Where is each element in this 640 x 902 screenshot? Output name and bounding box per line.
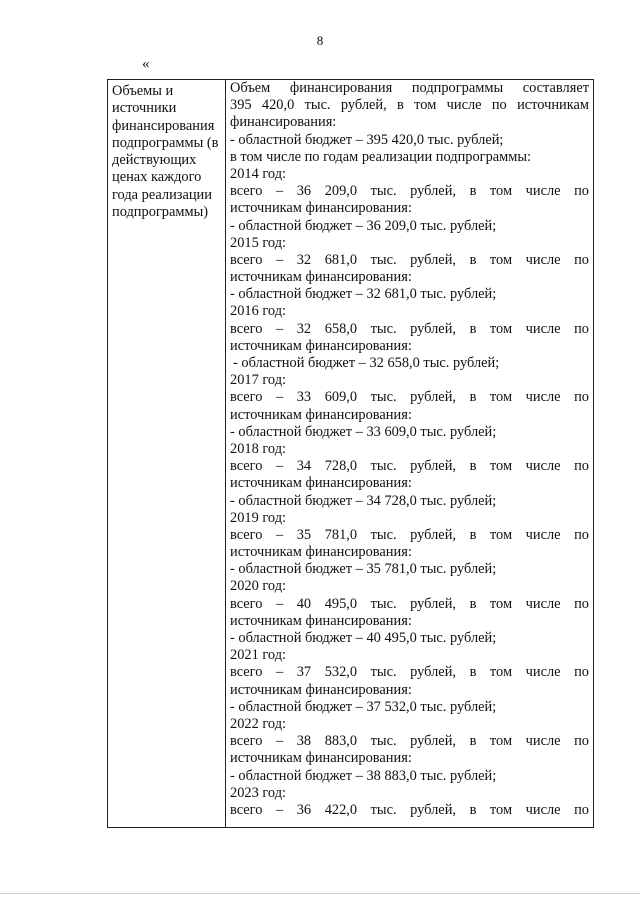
funding-line: источникам финансирования:: [230, 475, 412, 492]
funding-line: 2016 год:: [230, 303, 287, 320]
table-row: [108, 80, 594, 828]
funding-label-text: Объемы и источники финансирования подпрограммы (в действующих ценах каждого года реализации подпрограммы): [112, 83, 219, 221]
funding-line: источникам финансирования:: [230, 406, 412, 423]
funding-line: 2017 год:: [230, 372, 287, 389]
funding-line: - областной бюджет – 34 728,0 тыс. рублей;: [230, 492, 497, 509]
funding-line: источникам финансирования:: [230, 269, 412, 286]
page-number: 8: [316, 33, 324, 48]
funding-line: всего – 37 532,0 тыс. рублей, в том числе по: [230, 664, 589, 681]
funding-line: всего – 35 781,0 тыс. рублей, в том числе по: [230, 526, 589, 543]
funding-line: - областной бюджет – 40 495,0 тыс. рублей;: [230, 630, 497, 646]
funding-line: 2014 год:: [230, 165, 287, 182]
funding-line: всего – 36 422,0 тыс. рублей, в том числе по: [230, 801, 589, 818]
funding-line: - областной бюджет – 38 883,0 тыс. рублей;: [230, 767, 497, 784]
funding-line: - областной бюджет – 32 681,0 тыс. рублей;: [230, 286, 497, 303]
funding-line: 2015 год:: [230, 234, 287, 251]
opening-quote-mark: «: [142, 56, 150, 72]
funding-line: источникам финансирования:: [230, 337, 412, 354]
funding-line: в том числе по годам реализации подпрограммы:: [230, 148, 532, 165]
funding-line: всего – 32 658,0 тыс. рублей, в том числе по: [230, 320, 589, 337]
table-content-cell: [226, 80, 594, 828]
funding-line: Объем финансирования подпрограммы составляет: [230, 80, 589, 96]
funding-line: источникам финансирования:: [230, 200, 412, 217]
funding-line: 2018 год:: [230, 440, 287, 457]
funding-line: - областной бюджет – 32 658,0 тыс. рублей;: [233, 355, 500, 371]
funding-line: - областной бюджет – 33 609,0 тыс. рублей;: [230, 423, 497, 440]
funding-line: 2020 год:: [230, 578, 287, 595]
funding-line: источникам финансирования:: [230, 544, 412, 561]
funding-line: 2021 год:: [230, 647, 287, 664]
funding-line: 2022 год:: [230, 715, 287, 732]
funding-line: 395 420,0 тыс. рублей, в том числе по источникам: [230, 97, 589, 114]
table-label-cell: [108, 80, 226, 828]
funding-line: всего – 32 681,0 тыс. рублей, в том числе по: [230, 251, 589, 268]
page-bottom-edge: [0, 893, 640, 894]
funding-line: всего – 40 495,0 тыс. рублей, в том числе по: [230, 595, 589, 612]
funding-line: всего – 34 728,0 тыс. рублей, в том числе по: [230, 458, 589, 475]
funding-line: источникам финансирования:: [230, 750, 412, 767]
funding-details: [226, 80, 593, 819]
funding-line: всего – 36 209,0 тыс. рублей, в том числе по: [230, 183, 589, 200]
funding-line: - областной бюджет – 36 209,0 тыс. рублей;: [230, 217, 497, 234]
funding-line: 2019 год:: [230, 509, 287, 526]
funding-line: 2023 год:: [230, 784, 287, 801]
funding-line: - областной бюджет – 395 420,0 тыс. рублей;: [230, 131, 504, 148]
funding-line: источникам финансирования:: [230, 612, 412, 629]
funding-line: источникам финансирования:: [230, 681, 412, 698]
funding-line: всего – 38 883,0 тыс. рублей, в том числе по: [230, 733, 589, 750]
funding-line: финансирования:: [230, 114, 337, 131]
funding-line: всего – 33 609,0 тыс. рублей, в том числе по: [230, 389, 589, 406]
funding-line: - областной бюджет – 37 532,0 тыс. рублей;: [230, 698, 497, 715]
funding-table: [107, 79, 594, 828]
funding-line: - областной бюджет – 35 781,0 тыс. рублей;: [230, 561, 497, 578]
